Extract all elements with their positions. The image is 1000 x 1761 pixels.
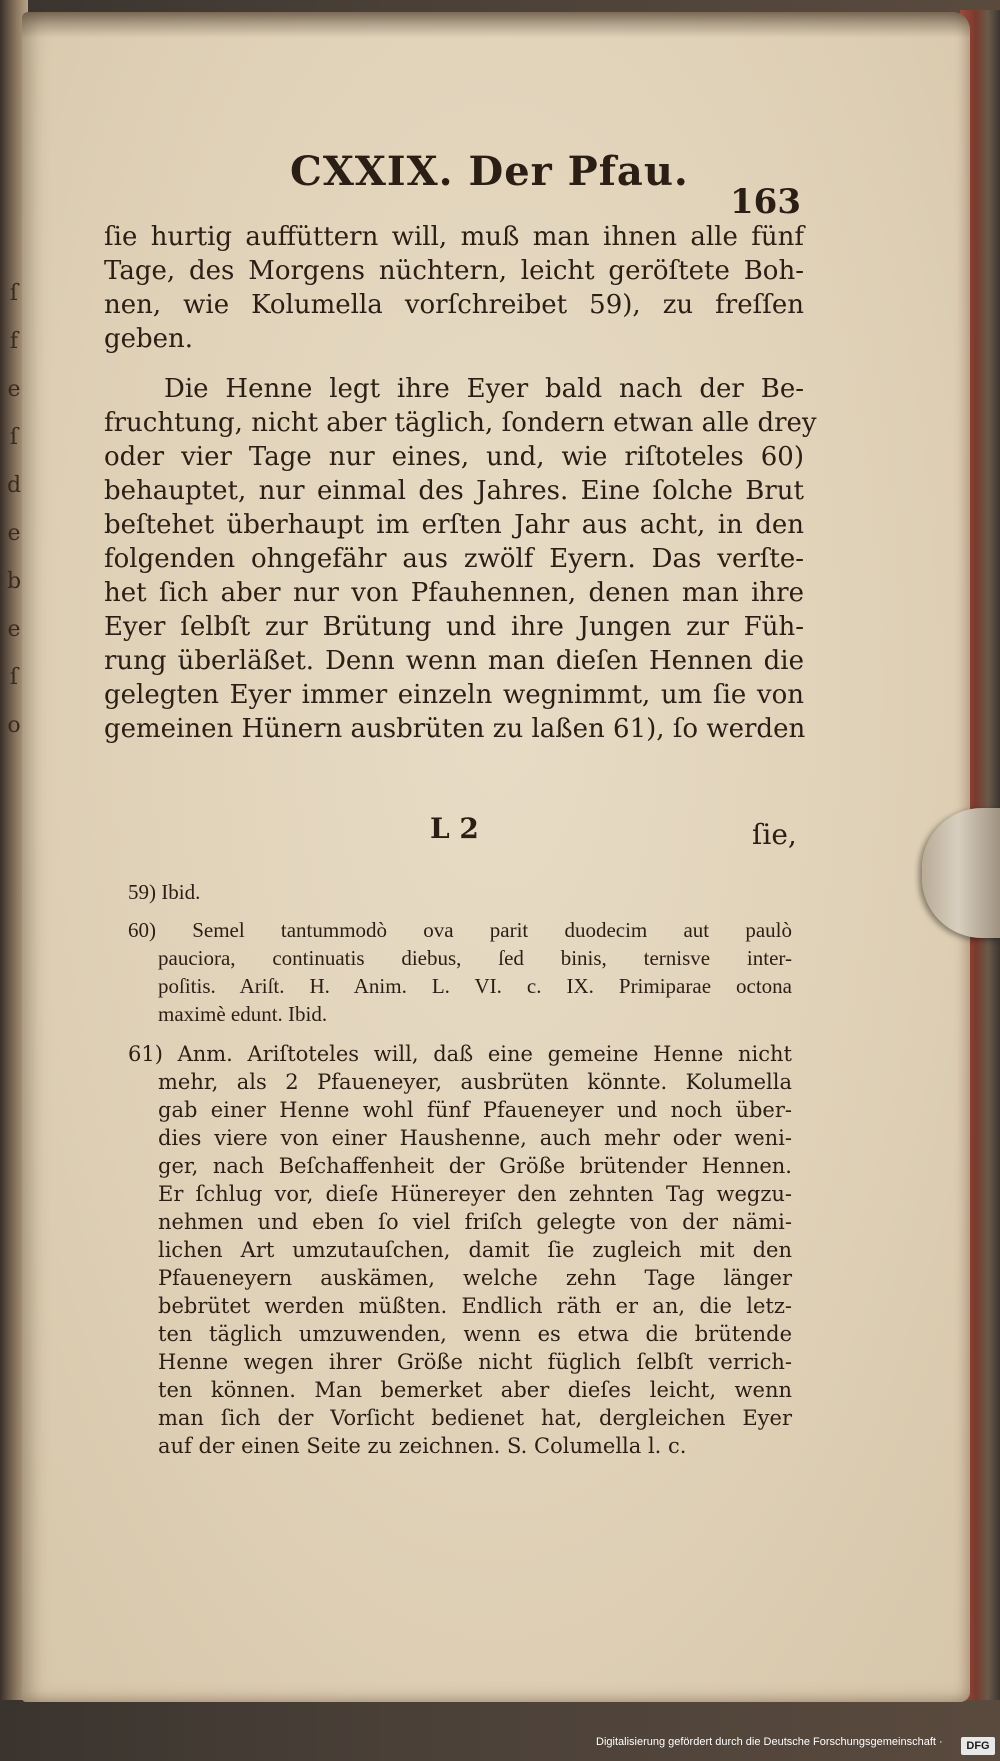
catchword: ſie, bbox=[752, 818, 797, 851]
margin-letter: ſ bbox=[9, 425, 19, 450]
dfg-logo: DFG bbox=[961, 1737, 995, 1755]
footnote-line: man ſich der Vorſicht bedienet hat, dergleichen Eyer bbox=[158, 1406, 792, 1430]
body-line: oder vier Tage nur eines, und, wie riſtoteles 60) bbox=[104, 442, 804, 472]
body-line: gelegten Eyer immer einzeln wegnimmt, um ſie von bbox=[104, 680, 804, 710]
footnote-line: maximè edunt. Ibid. bbox=[158, 1002, 328, 1026]
body-line: geben. bbox=[104, 324, 194, 354]
body-line: nen, wie Kolumella vorſchreibet 59), zu freſſen bbox=[104, 290, 804, 320]
margin-letter: o bbox=[7, 713, 21, 738]
body-line: gemeinen Hünern ausbrüten zu laßen 61), ſo werden bbox=[104, 714, 806, 744]
signature-mark: L 2 bbox=[430, 812, 479, 845]
body-line: het ſich aber nur von Pfauhennen, denen man ihre bbox=[104, 578, 804, 608]
body-line: Eyer ſelbſt zur Brütung und ihre Jungen zur Füh- bbox=[104, 612, 804, 642]
body-line: ſie hurtig auffüttern will, muß man ihnen alle fünf bbox=[104, 222, 804, 252]
margin-letter: e bbox=[7, 617, 21, 642]
footnote-line: 60) Semel tantummodò ova parit duodecim aut paulò bbox=[128, 918, 792, 942]
footnote-line: ger, nach Beſchaffenheit der Größe brütender Hennen. bbox=[158, 1154, 792, 1178]
footnote-line: pauciora, continuatis diebus, ſed binis, ternisve inter- bbox=[158, 946, 792, 970]
footnote-line: Henne wegen ihrer Größe nicht füglich ſelbſt verrich- bbox=[158, 1350, 792, 1374]
margin-letter: e bbox=[7, 377, 21, 402]
margin-letter: e bbox=[7, 521, 21, 546]
footnote-line: ten können. Man bemerket aber dieſes leicht, wenn bbox=[158, 1378, 792, 1402]
body-line: Tage, des Morgens nüchtern, leicht geröſtete Boh- bbox=[104, 256, 804, 286]
margin-letter: f bbox=[9, 329, 19, 354]
body-line: behauptet, nur einmal des Jahres. Eine ſolche Brut bbox=[104, 476, 804, 506]
body-line: Die Henne legt ihre Eyer bald nach der Be- bbox=[164, 374, 804, 404]
page-number: 163 bbox=[730, 182, 801, 222]
body-line: fruchtung, nicht aber täglich, ſondern etwan alle drey bbox=[104, 408, 817, 438]
footnote-line: nehmen und eben ſo viel friſch gelegte von der nämi- bbox=[158, 1210, 792, 1234]
footnote-line: auf der einen Seite zu zeichnen. S. Columella l. c. bbox=[158, 1434, 687, 1458]
footnote-line: dies viere von einer Haushenne, auch mehr oder weni- bbox=[158, 1126, 792, 1150]
footnote-line: poſitis. Ariſt. H. Anim. L. VI. c. IX. Primiparae octona bbox=[158, 974, 792, 998]
footnote-line: lichen Art umzutauſchen, damit ſie zugleich mit den bbox=[158, 1238, 792, 1262]
margin-letter: d bbox=[6, 473, 22, 498]
margin-letter: ſ bbox=[9, 281, 19, 306]
body-line: rung überläßet. Denn wenn man dieſen Hennen die bbox=[104, 646, 804, 676]
footnote-line: ten täglich umzuwenden, wenn es etwa die brütende bbox=[158, 1322, 792, 1346]
page-top-shadow bbox=[22, 12, 970, 38]
digitization-credit: Digitalisierung gefördert durch die Deutsche Forschungsgemeinschaft · bbox=[596, 1736, 943, 1748]
footnote-line: bebrütet werden müßten. Endlich räth er an, die letz- bbox=[158, 1294, 792, 1318]
body-line: beſtehet überhaupt im erſten Jahr aus acht, in den bbox=[104, 510, 804, 540]
margin-letter: ſ bbox=[9, 665, 19, 690]
footnote-line: mehr, als 2 Pfaueneyer, ausbrüten könnte. Kolumella bbox=[158, 1070, 792, 1094]
footnote-line: Pfaueneyern auskämen, welche zehn Tage länger bbox=[158, 1266, 792, 1290]
footnote-line: 61) Anm. Ariſtoteles will, daß eine gemeine Henne nicht bbox=[128, 1042, 792, 1066]
footnote-line: 59) Ibid. bbox=[128, 880, 201, 904]
footnote-line: Er ſchlug vor, dieſe Hünereyer den zehnten Tag wegzu- bbox=[158, 1182, 792, 1206]
footnote-line: gab einer Henne wohl fünf Pfaueneyer und noch über- bbox=[158, 1098, 792, 1122]
body-line: folgenden ohngefähr aus zwölf Eyern. Das verſte- bbox=[104, 544, 804, 574]
margin-letter: b bbox=[6, 569, 22, 594]
running-head: CXXIX. Der Pfau. bbox=[290, 148, 689, 195]
